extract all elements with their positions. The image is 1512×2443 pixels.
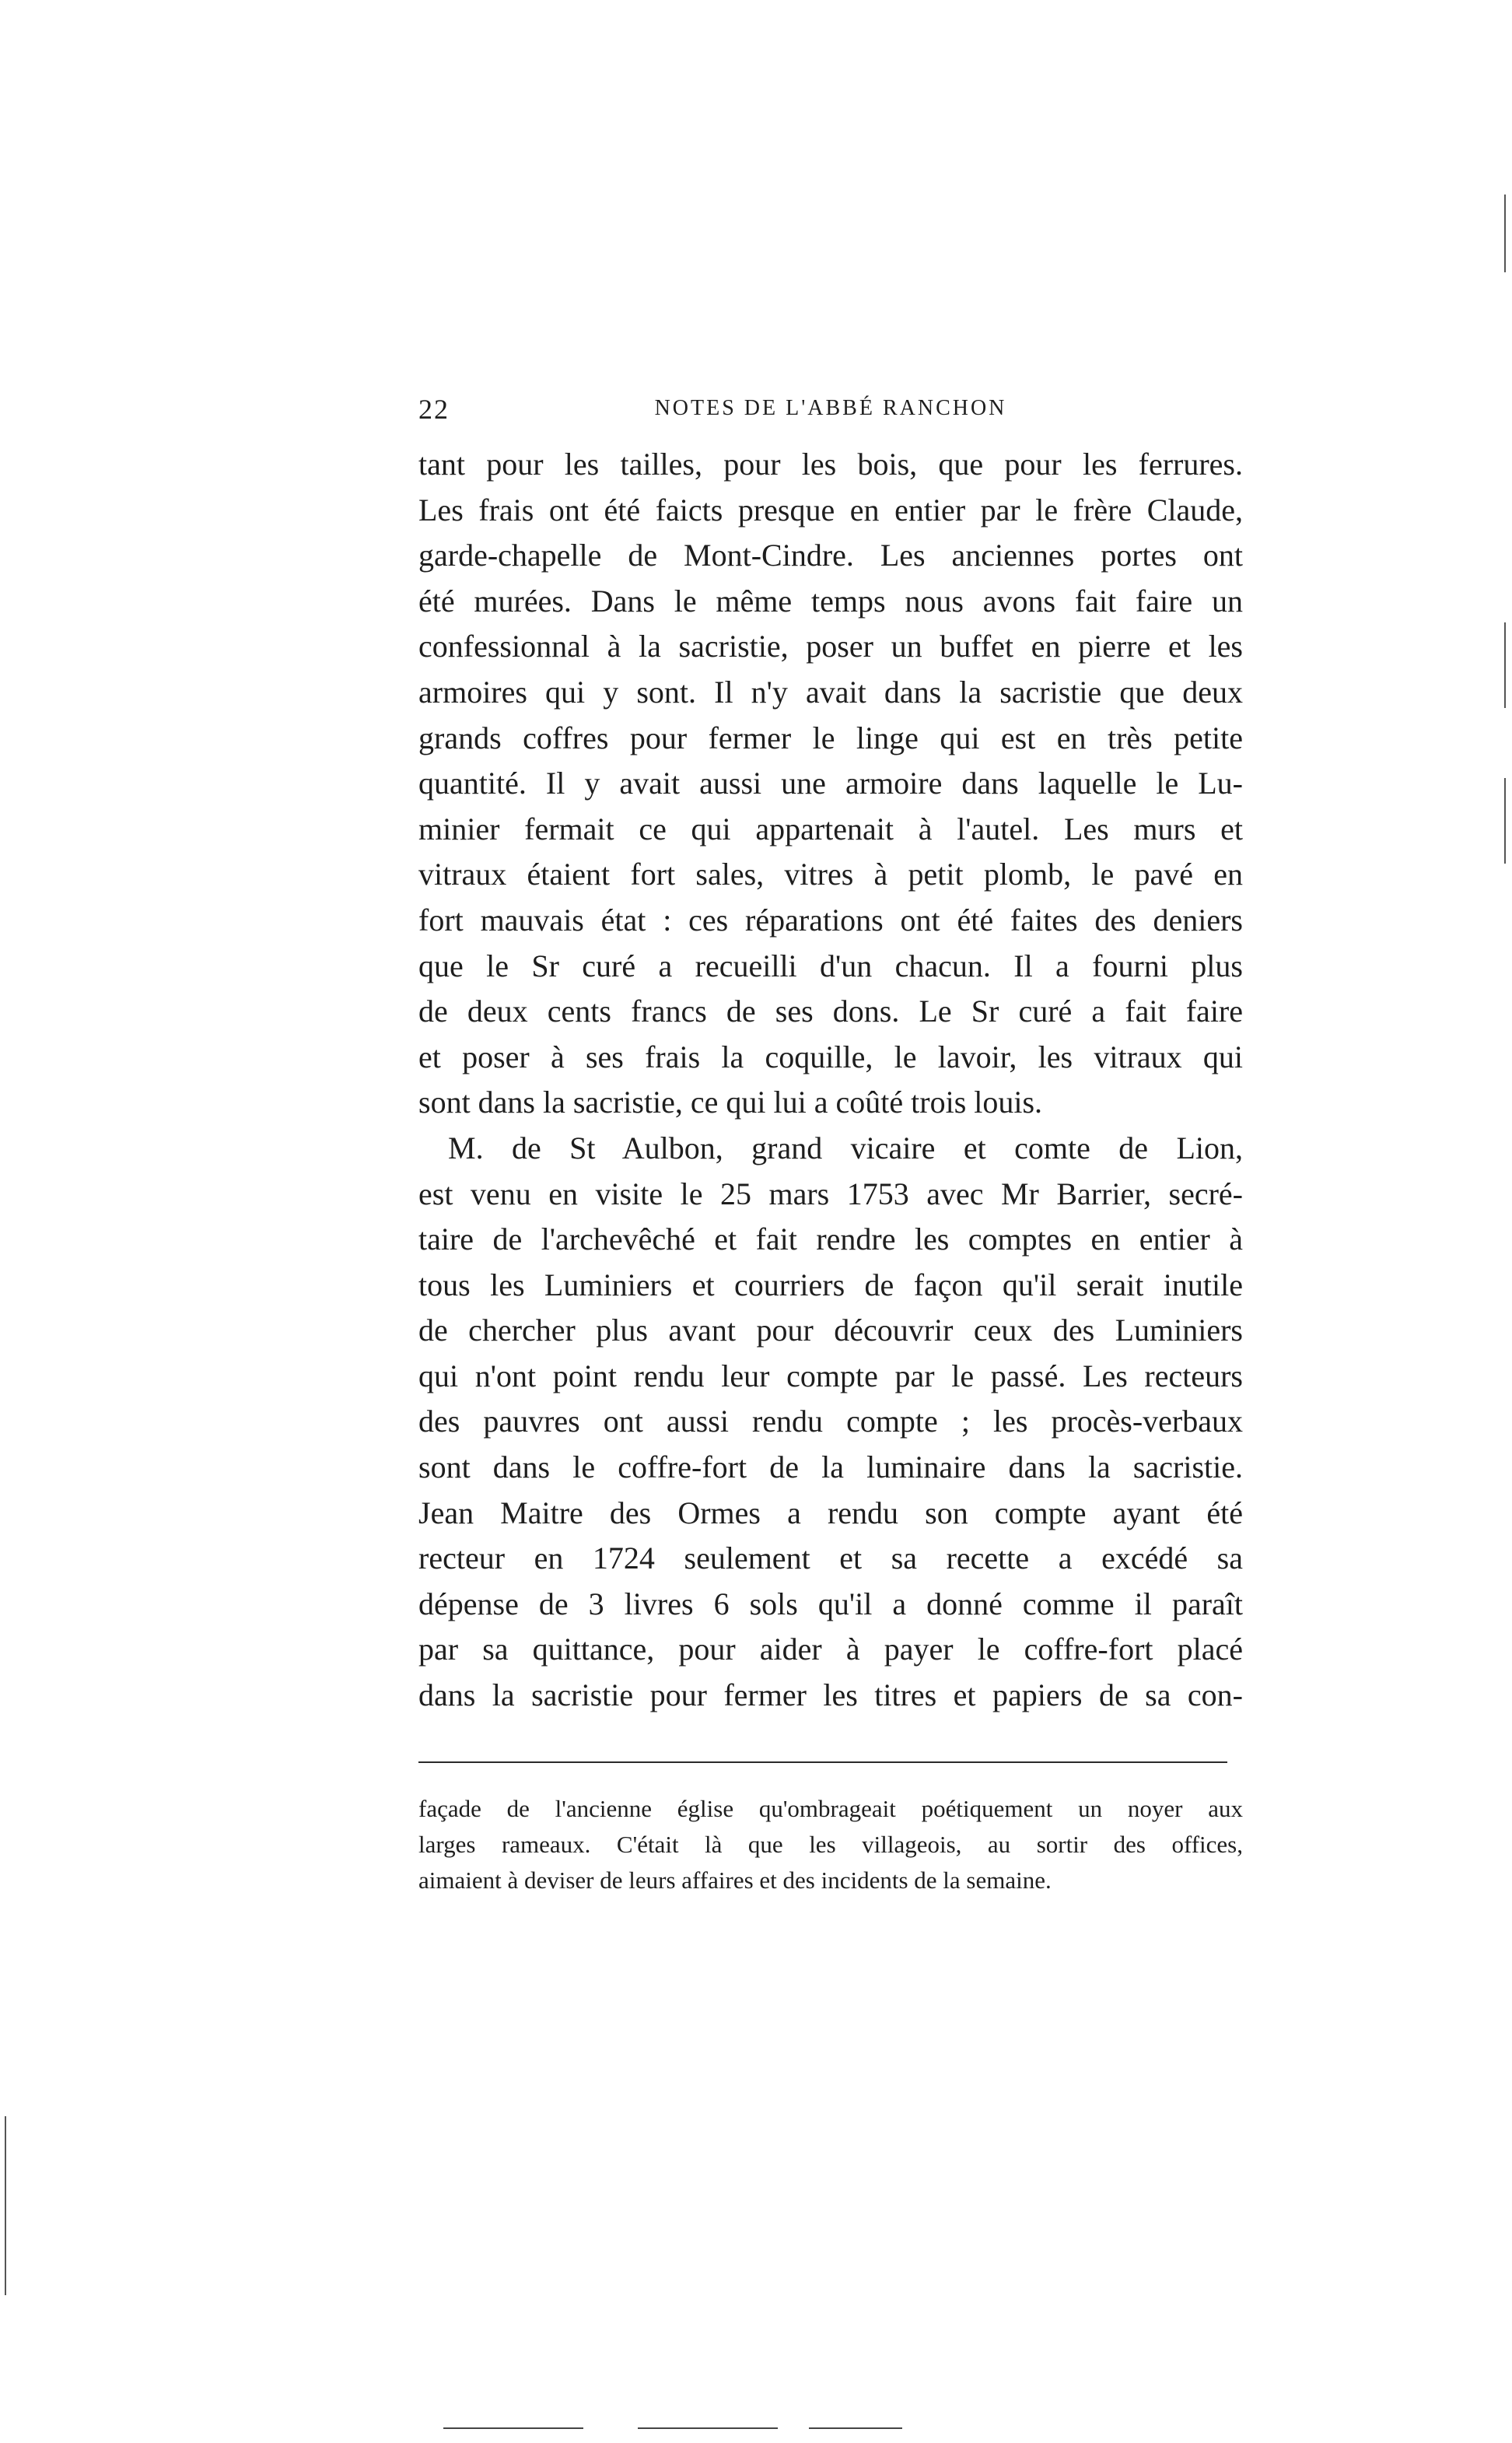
text-line: armoires qui y sont. Il n'y avait dans la sacristie que deux bbox=[418, 674, 1243, 710]
footnote-rule bbox=[418, 1761, 1227, 1763]
scan-bottom-rule bbox=[443, 2427, 583, 2429]
scan-margin-mark bbox=[1504, 195, 1506, 272]
text-line: tous les Luminiers et courriers de façon qu'il serait inutile bbox=[418, 1267, 1243, 1302]
text-line: dans la sacristie pour fermer les titres et papiers de sa con- bbox=[418, 1677, 1243, 1713]
scan-bottom-rule bbox=[638, 2427, 778, 2429]
text-line: taire de l'archevêché et fait rendre les comptes en entier à bbox=[418, 1222, 1243, 1257]
scan-margin-mark bbox=[1504, 622, 1506, 708]
body-text bbox=[418, 442, 1243, 1719]
text-line: M. de St Aulbon, grand vicaire et comte de Lion, bbox=[448, 1130, 1243, 1165]
text-line: fort mauvais état : ces réparations ont été faites des deniers bbox=[418, 902, 1243, 938]
text-line: est venu en visite le 25 mars 1753 avec Mr Barrier, secré- bbox=[418, 1176, 1243, 1211]
footnote-line: larges rameaux. C'était là que les villageois, au sortir des offices, bbox=[418, 1831, 1243, 1858]
scan-bottom-rule bbox=[809, 2427, 902, 2429]
text-line: de chercher plus avant pour découvrir ceux des Luminiers bbox=[418, 1313, 1243, 1348]
page-header bbox=[418, 393, 1243, 432]
text-line: recteur en 1724 seulement et sa recette a excédé sa bbox=[418, 1540, 1243, 1576]
text-line: sont dans la sacristie, ce qui lui a coûté trois louis. bbox=[418, 1085, 1043, 1120]
footnote-line: aimaient à deviser de leurs affaires et des incidents de la semaine. bbox=[418, 1866, 1052, 1894]
text-line: sont dans le coffre-fort de la luminaire dans la sacristie. bbox=[418, 1449, 1243, 1485]
text-line: Les frais ont été faicts presque en entier par le frère Claude, bbox=[418, 492, 1243, 528]
scan-margin-mark bbox=[1504, 778, 1506, 864]
text-line: minier fermait ce qui appartenait à l'autel. Les murs et bbox=[418, 811, 1243, 846]
text-line: quantité. Il y avait aussi une armoire dans laquelle le Lu- bbox=[418, 766, 1243, 801]
text-line: dépense de 3 livres 6 sols qu'il a donné comme il paraît bbox=[418, 1586, 1243, 1621]
text-line: que le Sr curé a recueilli d'un chacun. Il a fourni plus bbox=[418, 948, 1243, 983]
text-line: par sa quittance, pour aider à payer le coffre-fort placé bbox=[418, 1632, 1243, 1667]
text-line: confessionnal à la sacristie, poser un buffet en pierre et les bbox=[418, 629, 1243, 664]
running-head: NOTES DE L'ABBÉ RANCHON bbox=[654, 396, 1007, 420]
footnote bbox=[418, 1791, 1243, 1898]
text-line: Jean Maitre des Ormes a rendu son compte ayant été bbox=[418, 1495, 1243, 1530]
text-line: grands coffres pour fermer le linge qui est en très petite bbox=[418, 720, 1243, 755]
text-line: été murées. Dans le même temps nous avons fait faire un bbox=[418, 583, 1243, 619]
text-line: et poser à ses frais la coquille, le lavoir, les vitraux qui bbox=[418, 1039, 1243, 1074]
scan-margin-mark bbox=[5, 2116, 6, 2295]
text-line: tant pour les tailles, pour les bois, que pour les ferrures. bbox=[418, 447, 1243, 482]
text-line: vitraux étaient fort sales, vitres à petit plomb, le pavé en bbox=[418, 857, 1243, 892]
text-line: garde-chapelle de Mont-Cindre. Les anciennes portes ont bbox=[418, 538, 1243, 573]
footnote-line: façade de l'ancienne église qu'ombrageait poétiquement un noyer aux bbox=[418, 1795, 1243, 1822]
page-number: 22 bbox=[418, 394, 450, 425]
text-line: des pauvres ont aussi rendu compte ; les procès-verbaux bbox=[418, 1404, 1243, 1439]
text-line: de deux cents francs de ses dons. Le Sr curé a fait faire bbox=[418, 994, 1243, 1029]
text-line: qui n'ont point rendu leur compte par le passé. Les recteurs bbox=[418, 1358, 1243, 1393]
